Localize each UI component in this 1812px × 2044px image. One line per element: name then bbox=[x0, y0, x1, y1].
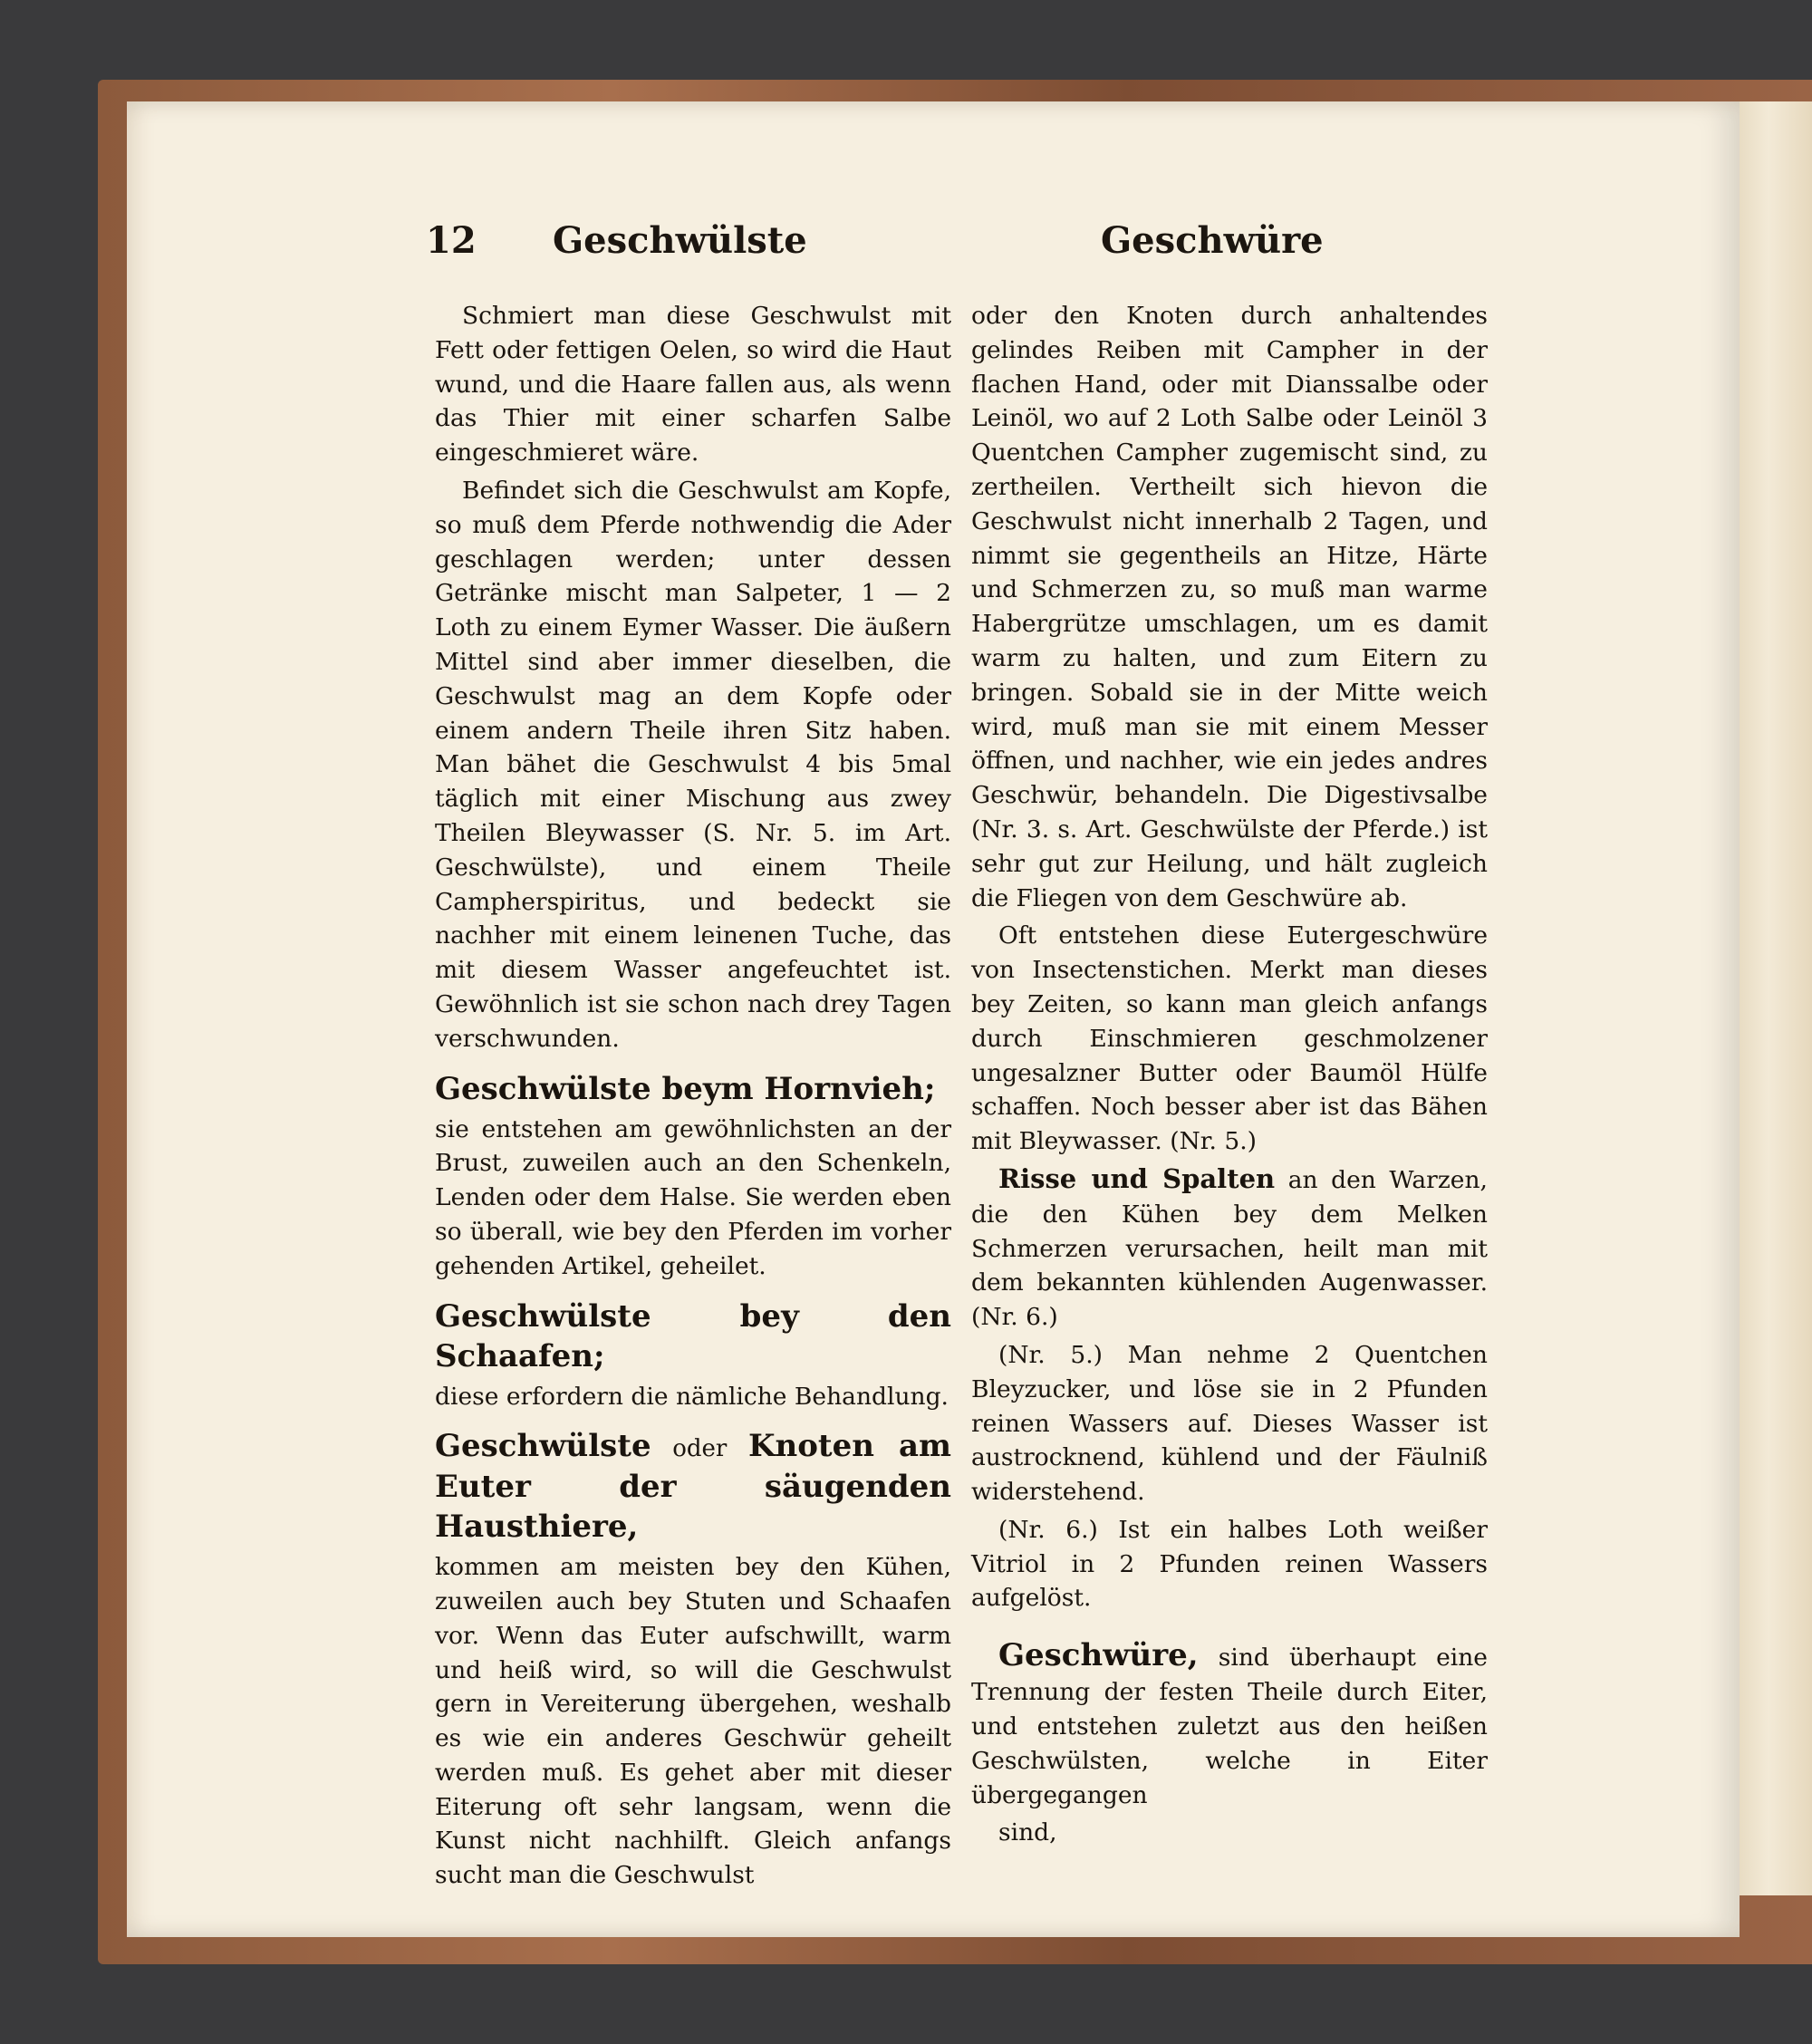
inline-heading: Geschwüre, bbox=[998, 1637, 1199, 1674]
running-head-right: Geschwüre bbox=[1101, 219, 1324, 262]
right-column bbox=[971, 299, 1488, 1850]
paragraph: oder den Knoten durch anhaltendes gelindes Reiben mit Campher in der flachen Hand, oder mit Dianssalbe oder Leinöl, wo auf 2 Loth Salbe oder Leinöl 3 Quentchen Campher zugemischt sind, zu zertheilen. Vertheilt sich hievon die Geschwulst nicht innerhalb 2 Tagen, und nimmt sie gegentheils an Hitze, Härte und Schmerzen zu, so muß man warme Habergrütze umschlagen, um es damit warm zu halten, und zum Eitern zu bringen. Sobald sie in der Mitte weich wird, muß man sie mit einem Messer öffnen, und nachher, wie ein jedes andres Geschwür, behandeln. Die Digestivsalbe (Nr. 3. s. Art. Geschwülste der Pferde.) ist sehr gut zur Heilung, und hält zugleich die Fliegen von dem Geschwüre ab. bbox=[971, 302, 1488, 912]
paragraph: (Nr. 5.) Man nehme 2 Quentchen Bleyzucker, und löse sie in 2 Pfunden reinen Wassers auf. Dieses Wasser ist austrocknend, kühlend und der Fäulniß widerstehend. bbox=[971, 1340, 1488, 1507]
inline-heading: Risse und Spalten bbox=[998, 1162, 1276, 1194]
page-number: 12 bbox=[426, 219, 477, 262]
paragraph: Schmiert man diese Geschwulst mit Fett oder fettigen Oelen, so wird die Haut wund, und die Haare fallen aus, als wenn das Thier mit einer scharfen Salbe eingeschmieret wäre. bbox=[435, 302, 951, 468]
paragraph: Oft entstehen diese Eutergeschwüre von Insectenstichen. Merkt man dieses bey Zeiten, so kann man gleich anfangs durch Einschmieren geschmolzener ungesalzner Butter oder Baumöl Hülfe schaffen. Noch besser aber ist das Bähen mit Bleywasser. (Nr. 5.) bbox=[971, 921, 1488, 1156]
heading-text: Geschwülste bbox=[435, 1428, 651, 1465]
section-heading-schaafe bbox=[435, 1297, 951, 1376]
paragraph: Befindet sich die Geschwulst am Kopfe, so muß dem Pferde nothwendig die Ader geschlagen werden; unter dessen Getränke mischt man Salpeter, 1 — 2 Loth zu einem Eymer Wasser. Die äußern Mittel sind aber immer dieselben, die Geschwulst mag an dem Kopfe oder einem andern Theile ihren Sitz haben. Man bähet die Geschwulst 4 bis 5mal täglich mit einer Mischung aus zwey Theilen Bleywasser (S. Nr. 5. im Art. Geschwülste), und einem Theile Campherspiritus, und bedeckt sie nachher mit einem leinenen Tuche, das mit diesem Wasser angefeuchtet ist. Gewöhnlich ist sie schon nach drey Tagen verschwunden. bbox=[435, 476, 951, 1053]
running-head-left: Geschwülste bbox=[553, 219, 807, 262]
section-heading-euter bbox=[435, 1426, 951, 1547]
section-heading-hornvieh bbox=[435, 1069, 951, 1109]
paragraph: (Nr. 6.) Ist ein halbes Loth weißer Vitriol in 2 Pfunden reinen Wassers aufgelöst. bbox=[971, 1515, 1488, 1613]
left-column bbox=[435, 299, 951, 1893]
paragraph-geschwuere bbox=[971, 1635, 1488, 1812]
heading-text: Geschwülste beym Hornvieh; bbox=[435, 1070, 936, 1107]
heading-text: Knoten am Euter der säugenden Hausthiere, bbox=[435, 1428, 951, 1546]
paragraph: sie entstehen am gewöhnlichsten an der Brust, zuweilen auch an den Schenkeln, Lenden oder dem Halse. Sie werden eben so überall, wie bey den Pferden im vorher gehenden Artikel, geheilet. bbox=[435, 1114, 951, 1280]
paragraph: kommen am meisten bey den Kühen, zuweilen auch bey Stuten und Schaafen vor. Wenn das Euter aufschwillt, warm und heiß wird, so will die Geschwulst gern in Vereiterung übergehen, weshalb es wie ein anderes Geschwür geheilt werden muß. Es gehet aber mit dieser Eiterung oft sehr langsam, wenn die Kunst nicht nachhilft. Gleich anfangs sucht man die Geschwulst bbox=[435, 1553, 951, 1890]
catchword: sind, bbox=[998, 1818, 1057, 1847]
paragraph-risse bbox=[971, 1162, 1488, 1335]
paragraph-text: an den Warzen, die den Kühen bey dem Melken Schmerzen verursachen, heilt man mit dem bekannten kühlenden Augenwasser. (Nr. 6.) bbox=[971, 1165, 1488, 1332]
heading-text: Geschwülste bey den Schaafen; bbox=[435, 1297, 951, 1374]
paragraph-text: sind überhaupt eine Trennung der festen Theile durch Eiter, und entstehen zuletzt aus den heißen Geschwülsten, welche in Eiter übergegangen bbox=[971, 1644, 1488, 1809]
next-page-edge bbox=[1740, 101, 1812, 1895]
heading-conjunction: oder bbox=[672, 1435, 728, 1463]
paragraph: diese erfordern die nämliche Behandlung. bbox=[435, 1382, 949, 1411]
